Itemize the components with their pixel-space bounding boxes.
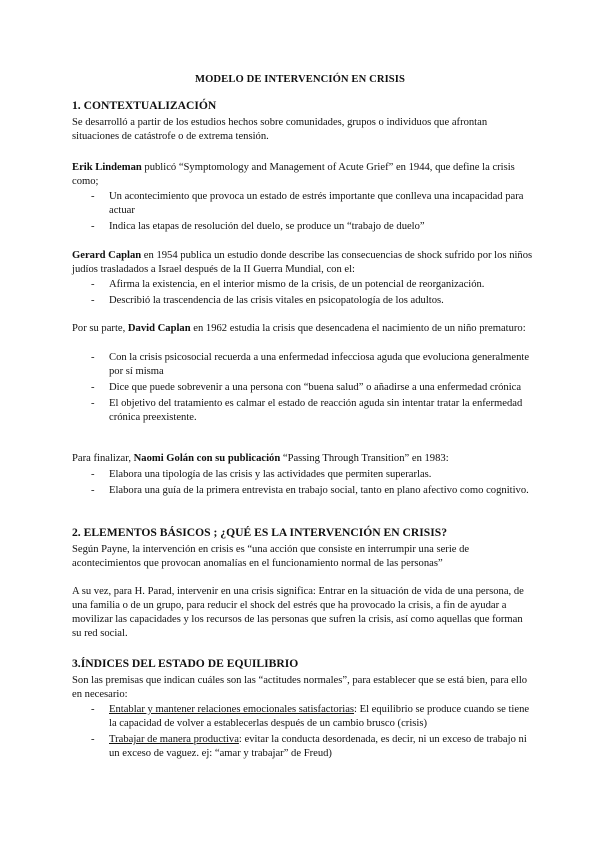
lindeman-name: Erik Lindeman [72,162,142,173]
david-caplan-paragraph [72,322,534,336]
dash-marker: - [91,469,95,480]
list-item [72,733,534,761]
dash-marker: - [91,295,95,306]
david-caplan-prefix: Por su parte, [72,323,128,334]
list-item-term: Entablar y mantener relaciones emocionales satisfactorias [109,704,355,715]
parad-paragraph: A su vez, para H. Parad, intervenir en una crisis significa: Entrar en la situación de vida de una persona, de una familia o de un grupo, para reducir el shock del estrés que ha provocado la crisis, a fin de ayudar a movilizar las capacidades y los recursos de las personas que sufren la crisis, así como aquellas que forman su red social. [72,586,524,639]
dash-marker: - [91,704,95,715]
gerard-caplan-name: Gerard Caplan [72,250,142,261]
list-item [72,190,534,218]
david-caplan-name: David Caplan [127,323,191,334]
list-item [72,484,534,498]
dash-marker: - [91,382,95,393]
gerard-caplan-list [72,278,534,310]
document-title: MODELO DE INTERVENCIÓN EN CRISIS [194,74,406,85]
list-item-text: Indica las etapas de resolución del duelo, se produce un “trabajo de duelo” [109,221,425,232]
golan-prefix: Para finalizar, [72,453,134,464]
list-item-text: Con la crisis psicosocial recuerda a una enfermedad infecciosa aguda que evoluciona generalmente por sí misma [109,352,530,377]
list-item-text: Elabora una tipología de las crisis y las actividades que permiten superarlas. [109,469,432,480]
david-caplan-list [72,351,534,427]
list-item [72,468,534,482]
dash-marker: - [91,398,95,409]
list-item-text: Afirma la existencia, en el interior mismo de la crisis, de un potencial de reorganización. [109,279,485,290]
list-item-text: : El equilibrio se produce cuando se tiene la capacidad de volver a establecerlas después de un cambio brusco (crisis) [109,704,530,729]
list-item-text: Describió la trascendencia de las crisis vitales en psicopatología de los adultos. [109,295,444,306]
lindeman-list [72,190,534,236]
list-item [72,220,534,234]
dash-marker: - [91,191,95,202]
david-caplan-text: en 1962 estudia la crisis que desencadena el nacimiento de un niño prematuro: [190,323,526,334]
list-item [72,703,534,731]
list-item-term: Trabajar de manera productiva [109,734,239,745]
dash-marker: - [91,485,95,496]
dash-marker: - [91,352,95,363]
gerard-caplan-text: en 1954 publica un estudio donde describe las consecuencias de shock sufrido por los niños judíos trasladados a Israel después de la II Guerra Mundial, con el: [72,250,533,275]
lindeman-paragraph [72,161,534,189]
golan-list [72,468,534,500]
section-2-heading: 2. ELEMENTOS BÁSICOS ; ¿QUÉ ES LA INTERVENCIÓN EN CRISIS? [72,526,447,539]
section-3-intro: Son las premisas que indican cuáles son las “actitudes normales”, para establecer que se está bien, para ello en necesario: [72,675,528,700]
list-item [72,294,534,308]
gerard-caplan-paragraph [72,249,534,277]
list-item-text: : evitar la conducta desordenada, es decir, ni un exceso de trabajo ni un exceso de vaguez. ej: “amar y trabajar” de Freud) [109,734,527,759]
list-item [72,397,534,425]
list-item-text: Elabora una guía de la primera entrevista en trabajo social, tanto en plano afectivo como cognitivo. [109,485,529,496]
list-item [72,278,534,292]
equilibrium-list [72,703,534,763]
payne-paragraph: Según Payne, la intervención en crisis es “una acción que consiste en interrumpir una serie de acontecimientos que provocan anomalías en el funcionamiento normal de las personas” [72,544,470,569]
list-item [72,381,534,395]
dash-marker: - [91,279,95,290]
lindeman-text: publicó “Symptomology and Management of Acute Grief” en 1944, que define la crisis como; [72,162,515,187]
golan-text: “Passing Through Transition” en 1983: [280,453,449,464]
list-item-text: Un acontecimiento que provoca un estado de estrés importante que conlleva una incapacidad para actuar [109,191,524,216]
golan-paragraph [72,452,534,466]
section-3-heading: 3.ÍNDICES DEL ESTADO DE EQUILIBRIO [72,657,299,670]
list-item-text: Dice que puede sobrevenir a una persona con “buena salud” o añadirse a una enfermedad crónica [109,382,522,393]
dash-marker: - [91,734,95,745]
section-1-intro: Se desarrolló a partir de los estudios hechos sobre comunidades, grupos o individuos que afrontan situaciones de catástrofe o de extrema tensión. [72,117,488,142]
section-1-heading: 1. CONTEXTUALIZACIÓN [72,99,217,112]
list-item [72,351,534,379]
golan-name: Naomi Golán con su publicación [133,453,281,464]
list-item-text: El objetivo del tratamiento es calmar el estado de reacción aguda sin intentar tratar la enfermedad crónica preexistente. [109,398,523,423]
dash-marker: - [91,221,95,232]
